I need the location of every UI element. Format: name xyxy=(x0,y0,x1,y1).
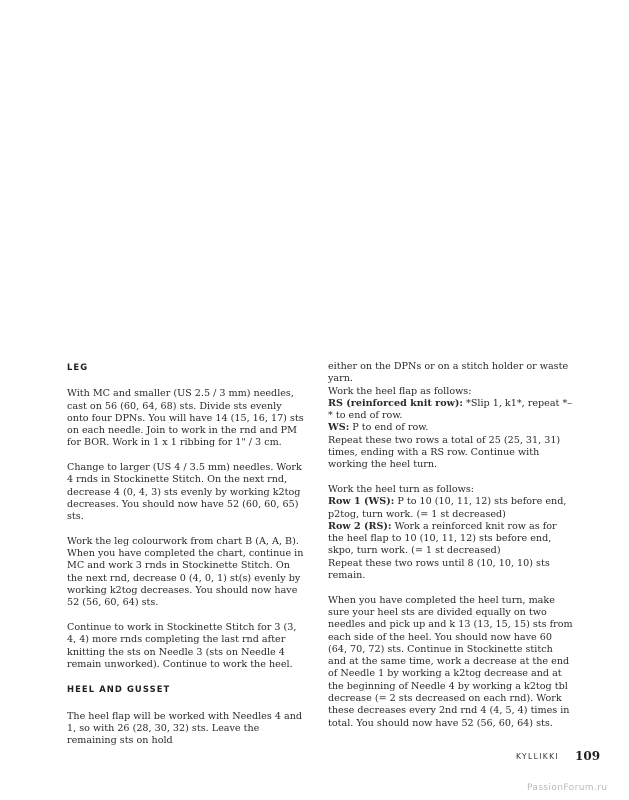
footer-label: KYLLIKKI xyxy=(516,752,560,761)
heel-turn-intro: Work the heel turn as follows: xyxy=(328,483,474,495)
heel-turn-repeat: Repeat these two rows until 8 (10, 10, 10) sts remain. xyxy=(328,557,550,582)
heel-gusset-heading: HEEL AND GUSSET xyxy=(67,684,171,695)
ws-row-instruction xyxy=(328,422,573,434)
row-1-instruction xyxy=(328,496,573,521)
heel-flap-paragraph xyxy=(328,361,573,472)
row-2-instruction xyxy=(328,521,573,558)
page-number: 109 xyxy=(575,749,601,763)
row-2-label: Row 2 (RS): xyxy=(328,520,392,532)
leg-paragraph-4: Continue to work in Stockinette Stitch for 3 (3, 4, 4) more rnds completing the last rnd after knitting the sts on Needle 3 (sts on Needle 4 remain unworked). Continue to work the heel. xyxy=(67,621,297,670)
rs-row-text: *Slip 1, k1*, repeat *–* to end of row. xyxy=(328,397,573,422)
heel-flap-line-1: either on the DPNs or on a stitch holder or waste yarn. xyxy=(328,361,569,385)
leg-paragraph-2: Change to larger (US 4 / 3.5 mm) needles. Work 4 rnds in Stockinette Stitch. On the next rnd, decrease 4 (0, 4, 3) sts evenly by working k2tog decreases. You should now have 52 (60, 60, 65) sts. xyxy=(67,462,302,523)
left-column xyxy=(67,361,305,760)
ws-row-label: WS: xyxy=(328,422,350,434)
rs-row-instruction xyxy=(328,398,573,423)
leg-paragraph-3: Work the leg colourwork from chart B (A, A, B). When you have completed the chart, continue in MC and work 3 rnds in Stockinette Stitch. On the next rnd, decrease 0 (4, 0, 1) st(s) evenly by working k2tog decreases. You should now have 52 (56, 60, 64) sts. xyxy=(67,535,304,609)
ws-row-text: P to end of row. xyxy=(349,422,429,434)
row-2-text: Work a reinforced knit row as for the heel flap to 10 (10, 11, 12) sts before end, skpo, turn work. (= 1 st decreased) xyxy=(328,520,557,557)
row-1-label: Row 1 (WS): xyxy=(328,496,395,508)
heel-gusset-paragraph-1: The heel flap will be worked with Needles 4 and 1, so with 26 (28, 30, 32) sts. Leave the remaining sts on hold xyxy=(67,710,303,747)
right-column xyxy=(328,361,573,742)
heel-flap-repeat: Repeat these two rows a total of 25 (25, 31, 31) times, ending with a RS row. Continue with working the heel turn. xyxy=(328,434,561,471)
heel-flap-line-2: Work the heel flap as follows: xyxy=(328,385,472,397)
heel-turn-paragraph xyxy=(328,484,573,582)
leg-paragraph-1: With MC and smaller (US 2.5 / 3 mm) needles, cast on 56 (60, 64, 68) sts. Divide sts evenly onto four DPNs. You will have 14 (15, 16, 17) sts on each needle. Join to work in the rnd and PM for BOR. Work in 1 x 1 ribbing for 1" / 3 cm. xyxy=(67,388,304,449)
gusset-paragraph: When you have completed the heel turn, make sure your heel sts are divided equally on two needles and pick up and k 13 (13, 15, 15) sts from each side of the heel. You should now have 60 (64, 70, 72) sts. Continue in Stockinette stitch and at the same time, work a decrease at the end of Needle 1 by working a k2tog decrease and at the beginning of Needle 4 by working a k2tog tbl decrease (= 2 sts decreased on each rnd). Work these decreases every 2nd rnd 4 (4, 5, 4) times in total. You should now have 52 (56, 60, 64) sts. xyxy=(328,594,573,729)
watermark: PassionForum.ru xyxy=(527,783,608,793)
rs-row-label: RS (reinforced knit row): xyxy=(328,397,463,409)
leg-heading: LEG xyxy=(67,362,89,372)
row-1-text: P to 10 (10, 11, 12) sts before end, p2tog, turn work. (= 1 st decreased) xyxy=(328,496,567,520)
